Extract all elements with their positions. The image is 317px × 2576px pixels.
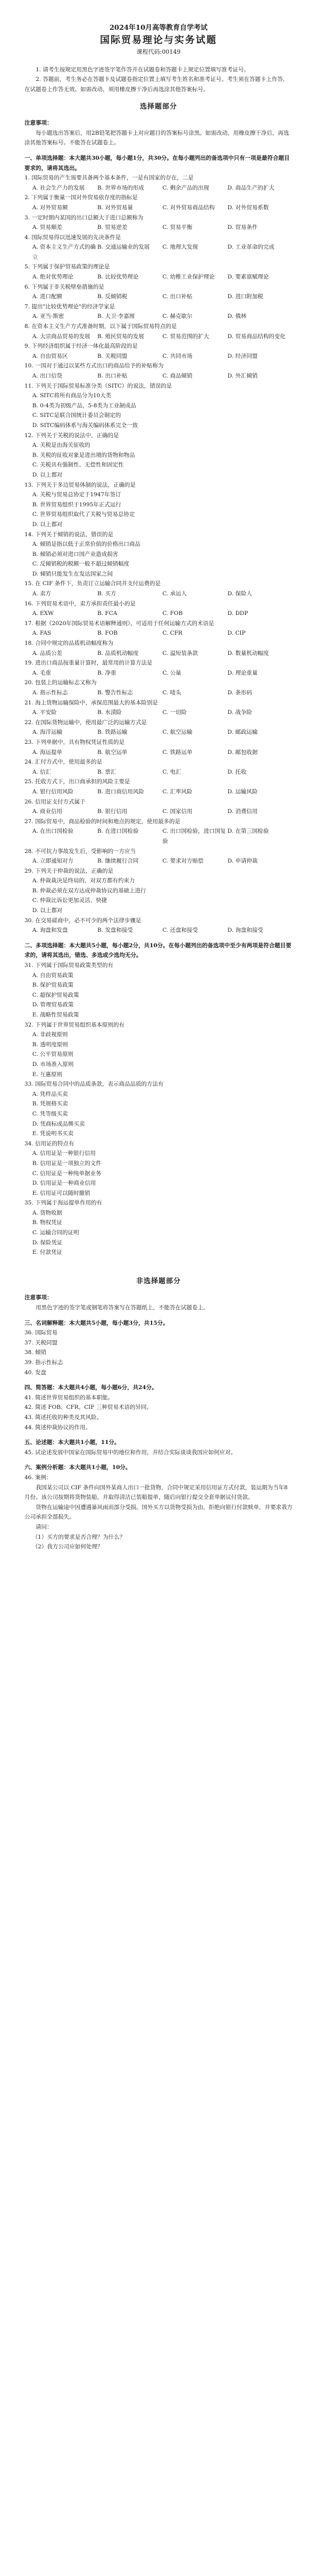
option: A. 毛重 (32, 669, 51, 676)
part2-notice-text: 用黑色字迹的签字笔或钢笔将答案写在答题纸上，不能答在试题卷上。 (36, 1305, 209, 1311)
course-title: 国际贸易理论与实务试题 (100, 34, 217, 46)
option: B. 世界贸易组织于1995年正式运行 (32, 501, 121, 508)
option-row (24, 609, 293, 619)
option-row (24, 242, 293, 262)
option: B. 世界市场的形成 (97, 184, 144, 191)
course-code: 课程代码:00149 (136, 48, 181, 56)
question-stem: 25. 托收方式下，出口商承担的风险主要是 (24, 778, 130, 785)
option-row (24, 668, 293, 678)
question-stem: 10. 一国对于通过以某些方式出口的商品给予的补贴称为 (24, 363, 164, 370)
option: C. 航空运输 (162, 729, 193, 736)
option: B. 比较优势理论 (97, 274, 139, 281)
option-row (24, 223, 293, 233)
option: D. 托收 (227, 768, 247, 775)
essay-heading: 五、论述题：本大题共1小题，11分。 (24, 1439, 120, 1446)
option: D. 贸易条件 (227, 224, 258, 231)
multi-choice-group (24, 961, 293, 1258)
option: C. 对外贸易商品结构 (162, 204, 215, 211)
option-row (24, 203, 293, 213)
part1-notice-label: 注意事项： (24, 120, 53, 127)
option-row (24, 183, 293, 193)
part2-notice-label: 注意事项： (24, 1294, 53, 1301)
option: C. 运输合同的证明 (32, 1229, 79, 1236)
question-stem: 31. 下列属于国际贸易政策类型的有 (24, 962, 114, 969)
option: A. 卖方 (32, 590, 51, 597)
option: D. 以上都对 (32, 521, 63, 528)
option: B. 倾销必须对进口国产业造成损害 (32, 551, 119, 557)
option: D. 商品生产的扩大 (227, 184, 274, 191)
option: B. 仲裁必须在双方达成仲裁协议的基础上进行 (32, 887, 146, 894)
option-row (24, 628, 293, 638)
multi-choice-heading: 二、多项选择题：本大题共5小题，每小题2分，共10分。在每小题列出的备选项中至少有两项是符合题目要求的，请将其选出，错选、多选或少选均无分。 (24, 942, 291, 959)
option: D. 保险凭证 (32, 1239, 63, 1246)
question-stem: 6. 下列属于非关税壁垒措施的是 (24, 283, 104, 290)
question-stem: 27. 国际贸易中，商品检验的时间和地点的规定，使用最多的是 (24, 818, 181, 825)
option-row (24, 767, 293, 777)
option: C. 超保护贸易政策 (32, 991, 79, 998)
option: A. 信用证是一种银行信用 (32, 1150, 96, 1157)
instruction-2: 2. 答题前，考生务必在答题卡及试题卷指定位置上填写考生姓名和准考证号。考生须在答题卡上作答，在试题卷上作答无效。如需改动，须用橡皮擦干净后再选涂其他答案标号。 (24, 76, 289, 93)
option: C. 贸易平衡 (162, 224, 193, 231)
question-stem: 12. 下列关于关税的说法中，正确的是 (24, 432, 119, 439)
question-stem: 14. 下列关于倾销的说法，错误的是 (24, 531, 114, 538)
option: A. 出口信贷 (32, 373, 62, 379)
term-question: 38. 倾销 (24, 1349, 47, 1356)
question-stem: 17. 根据《2020年国际贸易术语解释通则》，可适用于任何运输方式的术语是 (24, 620, 214, 627)
option: A. 品质公差 (32, 650, 62, 657)
short-question: 43. 简述托收的种类及其风险。 (24, 1414, 103, 1421)
option: B. 进口商信用风险 (97, 788, 144, 795)
question-stem: 15. 在 CIF 条件下，负责订立运输合同并支付运费的是 (24, 580, 161, 587)
option: A. 立即通知对方 (32, 858, 73, 865)
option: B. 反倾销税 (97, 293, 128, 300)
option: C. 国家信用 (162, 808, 193, 815)
option: B. 铁路运输 (97, 729, 128, 736)
term-question: 39. 指示性标志 (24, 1359, 63, 1366)
option: A. 在出口国检验 (32, 828, 73, 835)
option: A. 询盘和发盘 (32, 927, 68, 934)
option: E. 战略性贸易政策 (32, 1012, 79, 1018)
option: C. 共同市场 (162, 352, 193, 359)
option: D. 战争险 (227, 709, 252, 716)
option: A. 商业信用 (32, 808, 62, 815)
option: C. FOB (162, 610, 183, 617)
option-row (24, 708, 293, 718)
option: B. 发盘和接受 (97, 927, 133, 934)
option-row (24, 727, 293, 737)
option: B. 品质机动幅度 (97, 650, 139, 657)
option: D. 理论重量 (227, 669, 258, 676)
option: B. 航空运单 (97, 749, 128, 756)
question-stem: 24. 汇付方式中，使用最多的是 (24, 759, 103, 766)
option: C. SITC是联合国统计委员会制定的 (32, 412, 121, 419)
option: C. 仲裁比诉讼更加灵活、快捷 (32, 897, 107, 904)
term-questions (24, 1328, 293, 1377)
option: C. 汇率风险 (162, 788, 193, 795)
option-row (24, 826, 293, 846)
option: D. 市场准入原则 (32, 1061, 74, 1068)
option: A. 非歧视原则 (32, 1031, 68, 1038)
case-question: （1）买方的要求是否合理？为什么？ (32, 1533, 126, 1540)
option: B. 凭规格买卖 (32, 1101, 68, 1107)
case-paragraph: 货物在运输途中因遭遇暴风雨而部分受损。国外买方以货物受损为由，拒绝向银行付款赎单，并要求我方公司承担全部损失。 (24, 1504, 293, 1521)
case-questions (24, 1532, 293, 1552)
option: E. 信用证可以随时撤销 (32, 1189, 90, 1196)
option-row (24, 371, 293, 381)
question-stem: 9. 下列经济组织属于经济一体化最高阶段的是 (24, 343, 138, 350)
option: B. 保护贸易政策 (32, 982, 74, 989)
part2-title: 非选择题部分 (136, 1277, 181, 1285)
single-choice-group-1 (24, 173, 293, 361)
option: B. 关税的征收对象是进出境的货物和物品 (32, 452, 135, 458)
option: B. 物权凭证 (32, 1219, 63, 1226)
option: A. 自由贸易区 (32, 352, 68, 359)
option: D. 倾销只能发生在发达国家之间 (32, 570, 113, 577)
option: C. 还盘和接受 (162, 927, 198, 934)
single-choice-heading: 一、单项选择题：本大题共30小题，每小题1分，共30分。在每小题列出的备选项中只有一项是最符合题目要求的，请将其选出。 (24, 154, 290, 171)
option: C. 公平贸易原则 (32, 1051, 74, 1058)
option: A. 凭样品买卖 (32, 1090, 68, 1097)
option: B. 透明度原则 (32, 1041, 68, 1048)
option: A. 银行信用风险 (32, 788, 73, 795)
option: B. 大卫·李嘉图 (97, 313, 135, 320)
single-choice-group-2 (24, 361, 293, 579)
option: D. CIP (227, 630, 246, 637)
option: E. 凭说明书买卖 (32, 1130, 74, 1137)
option: A. 货物收据 (32, 1209, 62, 1216)
option: D. DDP (227, 610, 248, 617)
option: B. 0-4类为初级产品，5-8类为工业制成品 (32, 402, 136, 409)
option: C. 地理大发现 (162, 244, 198, 251)
option: C. 幼稚工业保护理论 (162, 274, 215, 281)
option: C. 溢短装条款 (162, 650, 198, 657)
option: B. FCA (97, 610, 118, 617)
question-stem: 19. 进出口商品按重量计算时，最常用的计算方法是 (24, 660, 153, 667)
option: A. 资本主义生产方式的确立 (32, 244, 96, 260)
option: B. 继续履行合同 (97, 858, 139, 865)
question-stem: 34. 信用证的特点有 (24, 1140, 74, 1147)
option: C. 电汇 (162, 768, 181, 775)
option: D. 贸易商品结构的变化 (227, 333, 286, 340)
option: D. 经济同盟 (227, 352, 258, 359)
question-stem: 23. 下列单据中，具有物权凭证性质的是 (24, 739, 125, 745)
option: D. SITC编码体系与海关编码体系完全一致 (32, 422, 138, 429)
option: A. 自由贸易政策 (32, 972, 73, 979)
option: D. 邮政运输 (227, 729, 258, 736)
option: D. 凭商标或品牌买卖 (32, 1120, 85, 1127)
option: B. 水渍险 (97, 709, 122, 716)
option: B. 在进口国检验 (97, 828, 139, 835)
option-row (24, 807, 293, 817)
term-question: 40. 发盘 (24, 1369, 47, 1376)
question-stem: 35. 下列属于海运提单作用的有 (24, 1200, 103, 1207)
option: A. 对外贸易额 (32, 204, 68, 211)
option: B. 贸易逆差 (97, 224, 128, 231)
option: C. 世界贸易组织取代了关税与贸易总协定 (32, 511, 135, 518)
option: B. 票汇 (97, 768, 116, 775)
short-answer-questions (24, 1393, 293, 1432)
option-row (24, 332, 293, 342)
short-question: 42. 简述 FOB、CFR、CIF 三种贸易术语的异同。 (24, 1404, 153, 1411)
option: D. 工业革命的完成 (227, 244, 274, 251)
option: B. 净重 (97, 669, 116, 676)
option: A. 海运提单 (32, 749, 62, 756)
option: E. 付款凭证 (32, 1249, 63, 1256)
option: A. 贸易顺差 (32, 224, 62, 231)
option: A. 亚当·斯密 (32, 313, 64, 320)
option: C. 剩余产品的出现 (162, 184, 210, 191)
question-stem: 29. 下列关于仲裁的说法，正确的是 (24, 867, 114, 874)
option: D. 在第三国检验 (227, 828, 269, 835)
option: B. 对外贸易量 (97, 204, 133, 211)
question-stem: 16. 下列贸易术语中，卖方承担责任最小的是 (24, 600, 136, 607)
term-heading: 三、名词解释题：本大题共5小题，每小题3分，共15分。 (24, 1319, 169, 1326)
option: A. 关税是由海关征收的 (32, 442, 90, 449)
option-row (24, 272, 293, 282)
case-lead: 46. 案例： (24, 1474, 52, 1481)
option-row (24, 649, 293, 659)
option: B. 殖民贸易的发展 (97, 333, 144, 340)
option: D. 数量机动幅度 (227, 650, 269, 657)
option: A. 进口配额 (32, 293, 62, 300)
option-row (24, 292, 293, 302)
question-stem: 1. 国际贸易的产生需要具备两个基本条件，一是有国家的存在，二是 (24, 175, 194, 182)
option-row (24, 748, 293, 758)
option-row (24, 925, 293, 936)
option: C. 反倾销税的税额一般不超过倾销幅度 (32, 561, 130, 568)
case-paragraph: 我国某公司以 CIF 条件向国外某商人出口一批货物，合同中规定采用信用证方式付款，装运期为当年8月份。该公司按期将货物装船，并取得清洁已装船提单，随后向银行提交全套单据议付货款。 (24, 1484, 288, 1501)
instruction-1: 1. 请考生按规定用黑色字迹签字笔作答并在试题卷和答题卡上规定位置填写准考证号。 (36, 66, 249, 73)
option: D. 信用证是一种商业信用 (32, 1180, 96, 1187)
case-heading: 六、案例分析题：本大题共1小题，10分。 (24, 1464, 131, 1471)
essay-questions (24, 1448, 293, 1458)
part1-title: 选择题部分 (139, 102, 177, 111)
option: D. 俄林 (227, 313, 247, 320)
option: A. 海洋运输 (32, 729, 62, 736)
option: D. 进口附加税 (227, 293, 263, 300)
question-stem: 5. 下列属于保护贸易政策的理论是 (24, 264, 110, 270)
option: A. 仲裁裁决是终局的，对双方都有约束力 (32, 877, 135, 884)
option: D. 邮包收据 (227, 749, 258, 756)
option: A. 指示性标志 (32, 690, 68, 696)
option: C. 凭等级买卖 (32, 1110, 68, 1117)
short-answer-heading: 四、简答题：本大题共4小题，每小题6分，共24分。 (24, 1384, 157, 1391)
option: A. 大宗商品贸易的发展 (32, 333, 90, 340)
option: C. 出口补贴 (162, 293, 193, 300)
option: C. 关税具有强制性、无偿性和固定性 (32, 462, 124, 469)
option: D. 要素禀赋理论 (227, 274, 269, 281)
option: B. 银行信用 (97, 808, 128, 815)
option: C. 承运人 (162, 590, 187, 597)
option: D. 对外贸易系数 (227, 204, 269, 211)
option-row (24, 589, 293, 599)
question-stem: 20. 包装上的运输标志又称为 (24, 679, 97, 686)
option: A. 绝对优势理论 (32, 274, 73, 281)
option-row (24, 856, 293, 866)
option: A. FAS (32, 630, 52, 637)
option-row (24, 688, 293, 698)
option-row (24, 351, 293, 362)
question-stem: 21. 海上货物运输保险中，承保范围最大的基本险别是 (24, 699, 158, 706)
option: C. 要求对方赔偿 (162, 858, 204, 865)
option-row (24, 311, 293, 322)
question-stem: 26. 信用证支付方式属于 (24, 798, 86, 805)
question-stem: 18. 合同中规定的品质机动幅度称为 (24, 640, 114, 647)
option: C. 信用证是一种纯单据业务 (32, 1170, 102, 1177)
option: B. 警告性标志 (97, 690, 133, 696)
option: D. 以上都对 (32, 907, 63, 914)
option: A. EXW (32, 610, 54, 617)
question-stem: 3. 一定时期内某国的出口总额大于进口总额称为 (24, 214, 144, 221)
question-stem: 32. 下列属于世界贸易组织基本原则的有 (24, 1021, 125, 1028)
single-choice-group-3 (24, 579, 293, 935)
option: B. 出口补贴 (97, 373, 128, 379)
term-question: 36. 国际贸易 (24, 1330, 58, 1336)
option: D. 以上都对 (32, 471, 63, 478)
option: D. 询盘和接受 (227, 927, 263, 934)
option: B. FOB (97, 630, 118, 637)
option: A. 倾销是指以低于正常价值的价格出口商品 (32, 541, 140, 548)
option: D. 保险人 (227, 590, 252, 597)
option: C. 赫克歇尔 (162, 313, 193, 320)
question-stem: 11. 下列关于国际贸易标准分类（SITC）的说法，错误的是 (24, 382, 172, 389)
option: D. 外汇倾销 (227, 373, 258, 379)
part1-notice-text: 每小题选出答案后，用2B铅笔把答题卡上对应题目的答案标号涂黑。如需改动，用橡皮擦干净后，再选涂其他答案标号。不能答在试题卷上。 (24, 129, 289, 146)
question-stem: 8. 在资本主义生产方式准备时期，以下属于国际贸易特点的是 (24, 323, 177, 330)
option: B. 交通运输业的发展 (97, 244, 150, 251)
question-stem: 22. 在国际货物运输中，使用最广泛的运输方式是 (24, 719, 147, 726)
option: D. 申请仲裁 (227, 858, 258, 865)
option: C. 贸易范围的扩大 (162, 333, 210, 340)
option: A. 关税与贸易总协定于1947年签订 (32, 491, 121, 498)
option: C. 铁路运单 (162, 749, 193, 756)
short-question: 41. 简述世界贸易组织的基本职能。 (24, 1394, 114, 1401)
short-question: 44. 简述仲裁协议的作用。 (24, 1424, 91, 1431)
term-question: 37. 关税同盟 (24, 1339, 58, 1346)
exam-title: 2024年10月高等教育自学考试 (109, 24, 208, 32)
option: C. 一切险 (162, 709, 187, 716)
option: C. CFR (162, 630, 182, 637)
case-text (24, 1483, 293, 1532)
option: B. 信用证是一项独立的文件 (32, 1160, 102, 1167)
option: C. 出口国检验，进口国复验 (162, 828, 226, 844)
question-stem: 33. 国际贸易合同中的品质条款，表示商品品质的方法有 (24, 1081, 164, 1088)
option: C. 商品倾销 (162, 373, 193, 379)
option: B. 买方 (97, 590, 116, 597)
essay-question: 45. 试论述发展中国家在国际贸易中的地位和作用，并结合实际谈谈我国应如何应对。 (24, 1449, 237, 1456)
option: B. 关税同盟 (97, 352, 128, 359)
question-stem: 30. 在交易磋商中，必不可少的两个法律步骤是 (24, 917, 141, 924)
question-stem: 28. 不可抗力事故发生后，受影响的一方应当 (24, 848, 136, 855)
case-paragraph: 请问： (36, 1523, 53, 1530)
question-stem: 13. 下列关于多边贸易体制的说法，正确的是 (24, 481, 136, 488)
option: D. 消费信用 (227, 808, 258, 815)
option: D. 运输风险 (227, 788, 258, 795)
option: A. 平安险 (32, 709, 57, 716)
option: D. 管理贸易政策 (32, 1002, 74, 1008)
option: C. 公量 (162, 669, 181, 676)
case-question: （2）我方公司应如何处理？ (32, 1544, 103, 1550)
question-stem: 4. 国际贸易得以迅速发展的先决条件是 (24, 234, 121, 241)
option-row (24, 787, 293, 797)
option: C. 唛头 (162, 690, 181, 696)
option: E. 互惠原则 (32, 1071, 63, 1078)
question-stem: 7. 提出"比较优势理论"的经济学家是 (24, 303, 115, 310)
option: A. 信汇 (32, 768, 51, 775)
option: A. SITC将所有商品分为10大类 (32, 392, 112, 399)
question-stem: 2. 下列属于衡量一国对外贸易依存度的指标是 (24, 194, 138, 201)
option: A. 社会生产力的发展 (32, 184, 85, 191)
option: D. 条形码 (227, 690, 252, 696)
